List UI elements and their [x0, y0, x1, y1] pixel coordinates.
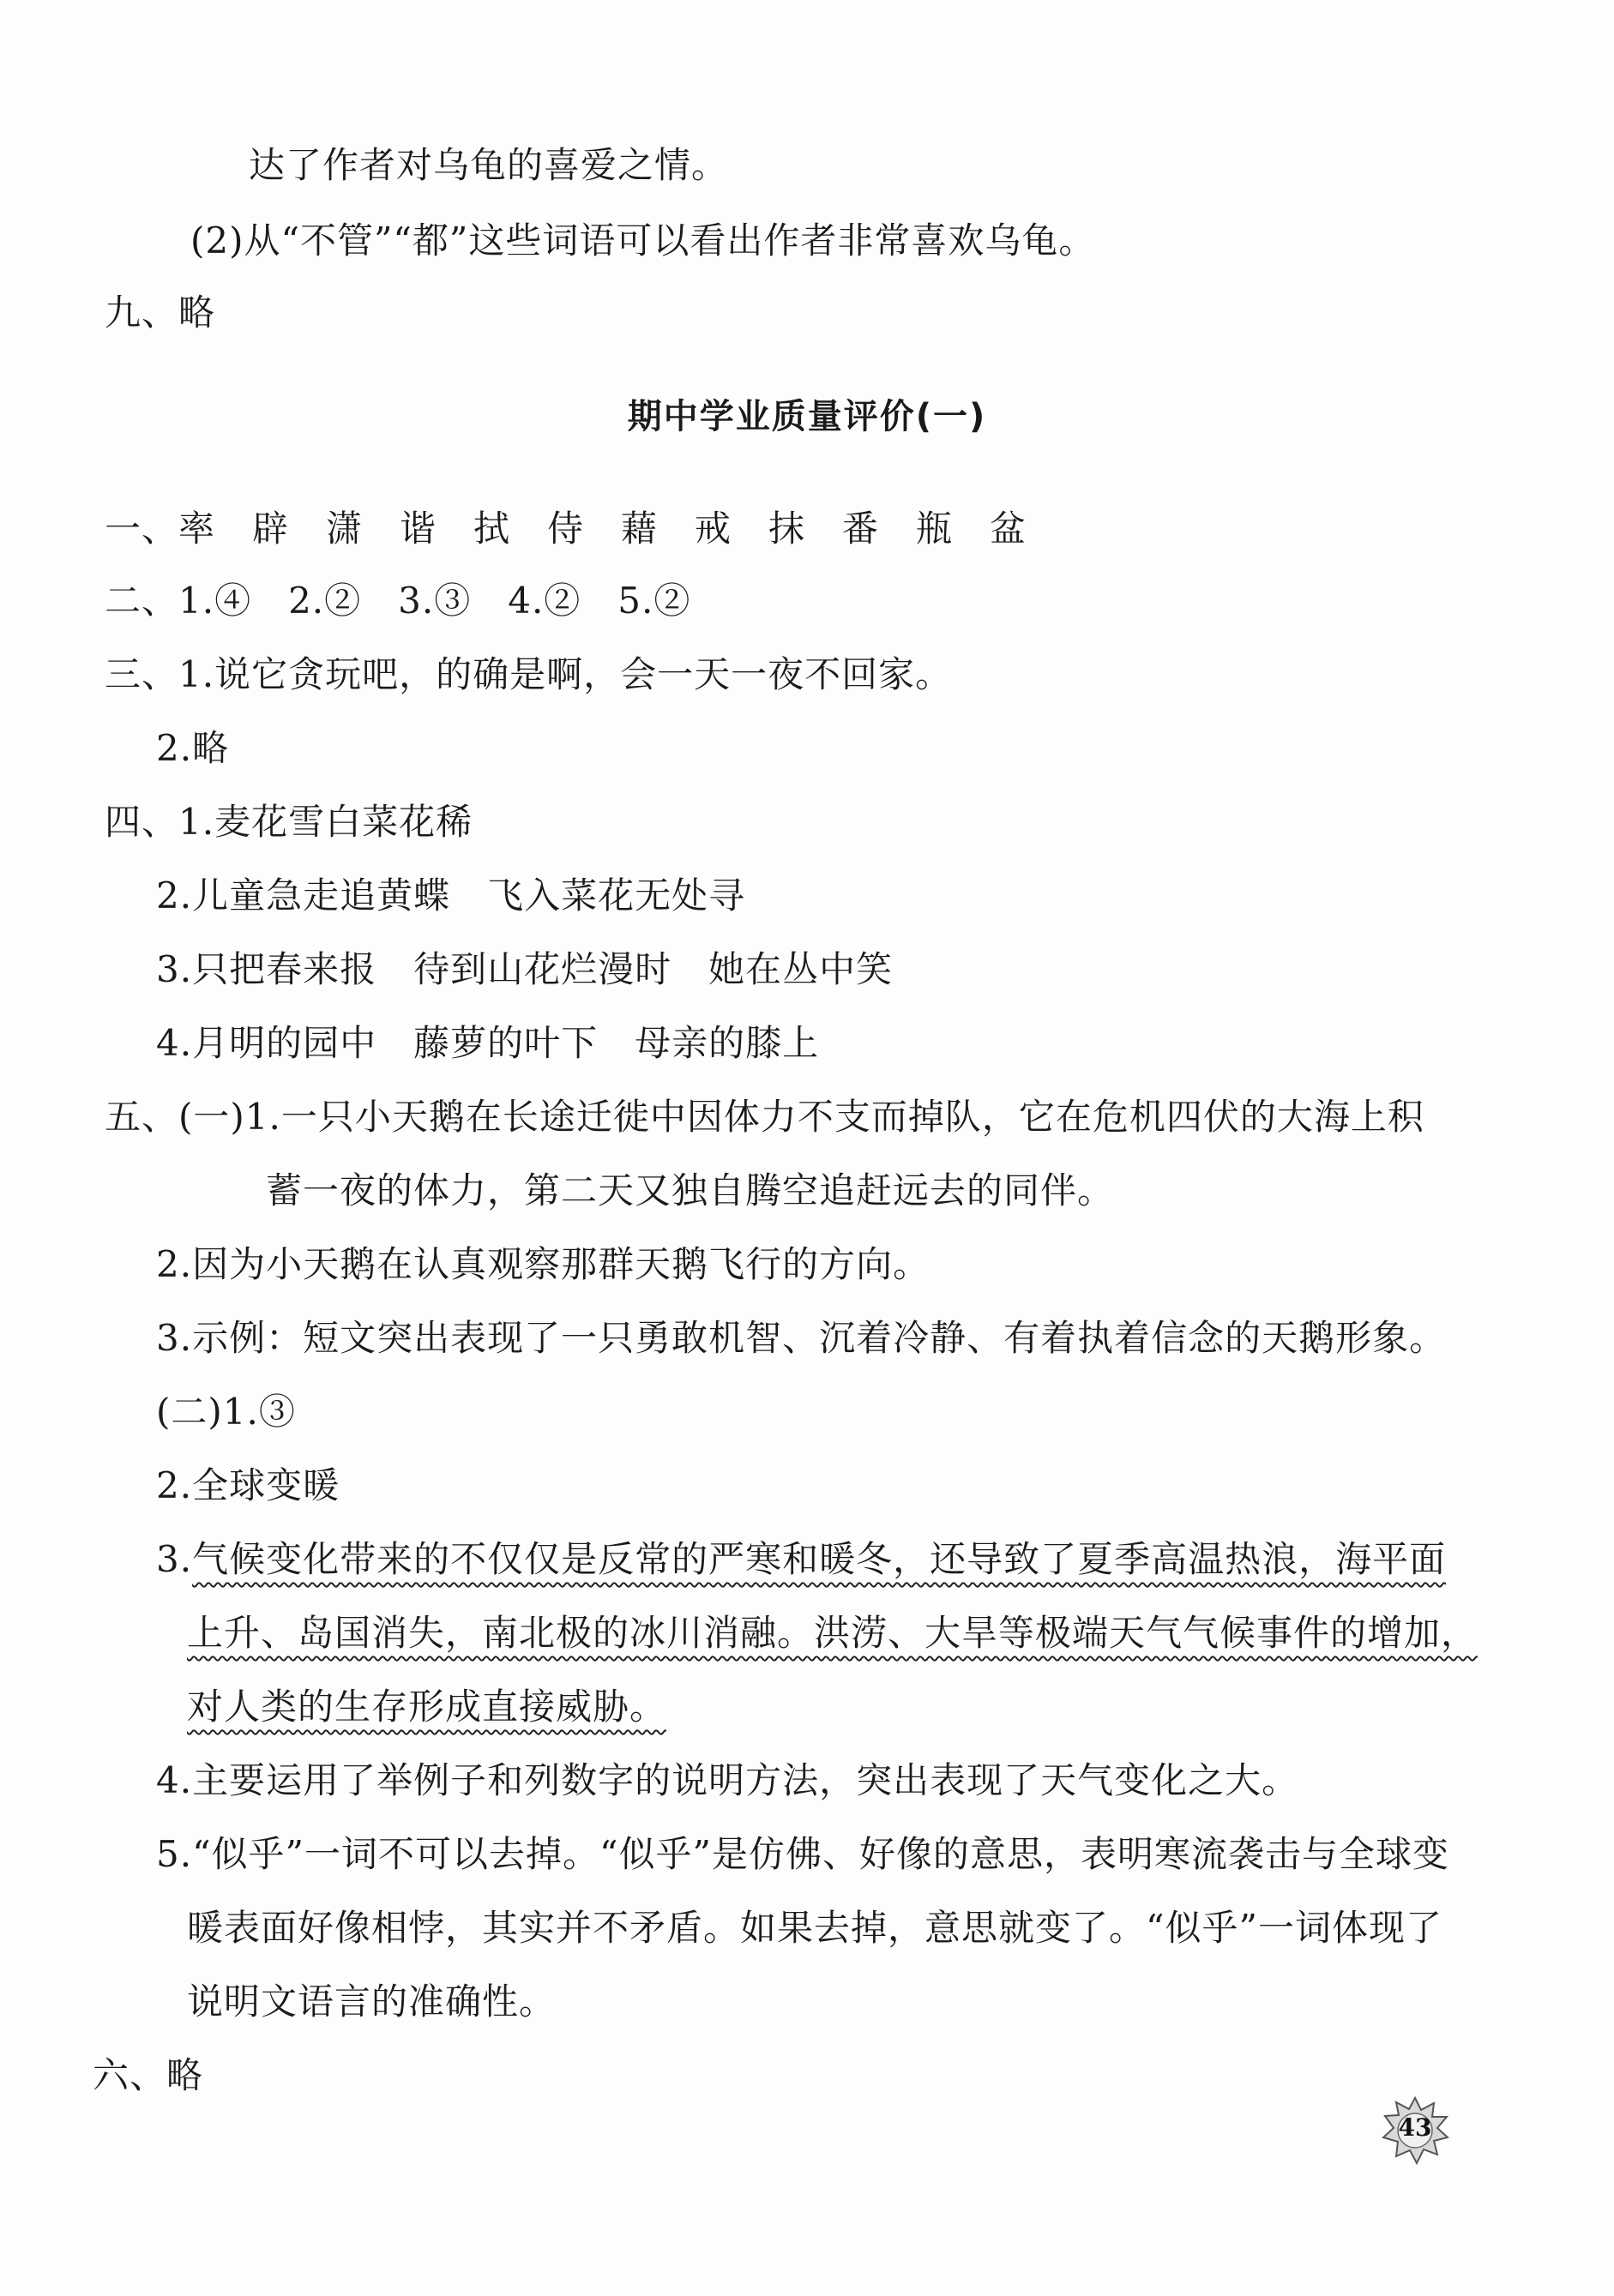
page-number: 43 [1398, 2113, 1432, 2142]
answer-line: (2)从“不管”“都”这些词语可以看出作者非常喜欢乌龟。 [190, 219, 1096, 261]
answer-line: 达了作者对乌龟的喜爱之情。 [249, 144, 729, 186]
answer-line: 4.月明的园中 藤萝的叶下 母亲的膝上 [156, 1022, 820, 1064]
underlined-text: 对人类的生存形成直接威胁。 [187, 1686, 667, 1728]
section-9: 九、略 [105, 292, 216, 334]
section-1: 一、率 辟 潇 谐 拭 侍 藉 戒 抹 番 瓶 盆 [105, 508, 1027, 550]
item-number: 3. [156, 1538, 193, 1580]
section-3: 三、1.说它贪玩吧，的确是啊，会一天一夜不回家。 [105, 653, 953, 695]
page-number-badge [1381, 2096, 1449, 2165]
underlined-text: 上升、岛国消失，南北极的冰川消融。洪涝、大旱等极端天气气候事件的增加， [187, 1612, 1478, 1654]
section-5: 五、(一)1.一只小天鹅在长途迁徙中因体力不支而掉队，它在危机四伏的大海上积 [105, 1096, 1424, 1138]
answer-line: 3.示例：短文突出表现了一只勇敢机智、沉着冷静、有着执着信念的天鹅形象。 [156, 1317, 1447, 1359]
answer-line: 4.主要运用了举例子和列数字的说明方法，突出表现了天气变化之大。 [156, 1759, 1299, 1801]
answer-line: 2.全球变暖 [156, 1464, 340, 1506]
answer-line: (二)1.③ [156, 1391, 296, 1433]
answer-line [187, 1682, 666, 1732]
section-4: 四、1.麦花雪白菜花稀 [105, 801, 473, 843]
answer-line: 2.儿童急走追黄蝶 飞入菜花无处寻 [156, 875, 746, 917]
section-2: 二、1.④ 2.② 3.③ 4.② 5.② [105, 580, 691, 622]
underlined-text: 气候变化带来的不仅仅是反常的严寒和暖冬，还导致了夏季高温热浪，海平面 [192, 1538, 1447, 1580]
answer-line [156, 1535, 1446, 1584]
section-6: 六、略 [93, 2054, 204, 2096]
answer-line: 2.略 [156, 727, 230, 769]
answer-line: 蓄一夜的体力，第二天又独自腾空追赶远去的同伴。 [266, 1169, 1115, 1211]
answer-line: 2.因为小天鹅在认真观察那群天鹅飞行的方向。 [156, 1243, 930, 1285]
answer-line: 暖表面好像相悖，其实并不矛盾。如果去掉，意思就变了。“似乎”一词体现了 [187, 1907, 1442, 1949]
answer-line: 5.“似乎”一词不可以去掉。“似乎”是仿佛、好像的意思，表明寒流袭击与全球变 [156, 1833, 1449, 1875]
section-title: 期中学业质量评价(一) [627, 397, 987, 436]
answer-line [187, 1608, 1478, 1658]
answer-line: 说明文语言的准确性。 [187, 1980, 557, 2023]
answer-line: 3.只把春来报 待到山花烂漫时 她在丛中笑 [156, 948, 894, 990]
